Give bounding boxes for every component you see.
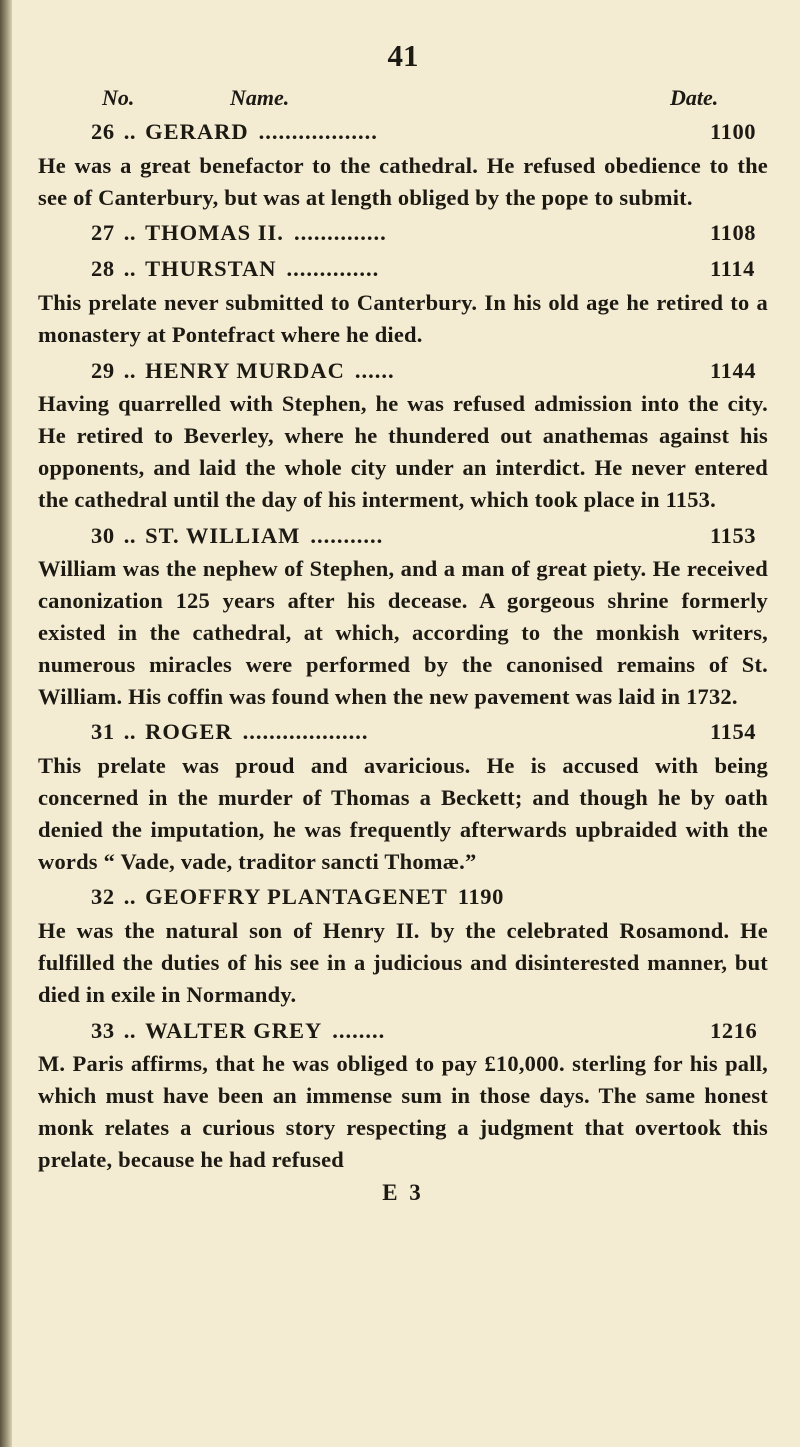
entry-leader-dots: ...................	[242, 719, 369, 745]
entry-description: He was the natural son of Henry II. by the celebrated Rosamond. He fulfilled the duties of his see in a judicious and disinterested manner, but died in exile in Normandy.	[38, 918, 768, 1007]
entry-number: 29	[91, 357, 115, 383]
entry-separator: ..	[123, 884, 137, 910]
entry-row	[38, 520, 768, 552]
entry-description: He was a great benefactor to the cathedral. He refused obedience to the see of Canterbury, but was at length obliged by the pope to submit.	[38, 152, 768, 210]
entry-separator: ..	[123, 220, 137, 246]
entry-date: 1100	[710, 119, 757, 144]
entry-date: 1216	[710, 1017, 758, 1043]
entry-number: 26	[91, 119, 115, 144]
entry-row	[38, 881, 768, 913]
entry-date: 1144	[710, 357, 757, 383]
book-page	[38, 36, 768, 1208]
entry-leader-dots: ......	[354, 357, 395, 383]
entry-name: WALTER GREY	[145, 1017, 323, 1043]
entry-row	[38, 217, 768, 249]
header-name: Name.	[230, 85, 290, 110]
header-date: Date.	[670, 85, 719, 110]
entry-name: THURSTAN	[145, 256, 277, 282]
entry-number: 31	[91, 719, 115, 745]
entry-name: ST. WILLIAM	[145, 522, 301, 548]
page-number: 41	[387, 38, 419, 73]
entry-leader-dots: ..............	[286, 256, 380, 282]
entry-name: HENRY MURDAC	[145, 357, 345, 383]
entry-row	[38, 355, 768, 387]
entry-row	[38, 716, 768, 748]
entry-separator: ..	[123, 719, 137, 745]
entry-date: 1108	[710, 220, 757, 246]
header-no: No.	[102, 85, 135, 110]
entry-description: This prelate was proud and avaricious. He is accused with being concerned in the murder of Thomas a Beckett; and though he by oath denied the imputation, he was frequently afterwards upbraided with the words “ Vade, vade, traditor sancti Thomæ.”	[38, 753, 768, 874]
entry-date: 1154	[710, 719, 757, 745]
entry-date: 1114	[710, 256, 755, 282]
entry-description: This prelate never submitted to Canterbury. In his old age he retired to a monastery at Pontefract where he died.	[38, 289, 768, 347]
entry-description: M. Paris affirms, that he was obliged to pay £10,000. sterling for his pall, which must have been an immense sum in those days. The same honest monk relates a curious story respecting a judgment that overtook this prelate, because he had refused	[38, 1051, 768, 1172]
entry-separator: ..	[123, 357, 137, 383]
entry-name: GEOFFRY PLANTAGENET	[145, 884, 448, 910]
entry-separator: ..	[123, 522, 137, 548]
entry-separator: ..	[123, 119, 137, 144]
entry-separator: ..	[123, 1017, 137, 1043]
entry-date: 1153	[710, 522, 757, 548]
entry-number: 30	[91, 522, 115, 548]
entry-row	[38, 116, 768, 148]
entry-separator: ..	[123, 256, 137, 282]
entry-number: 33	[91, 1017, 115, 1043]
entry-date: 1190	[457, 884, 504, 910]
entry-row	[38, 1015, 768, 1047]
entry-description: William was the nephew of Stephen, and a man of great piety. He received canonization 125 years after his decease. A gorgeous shrine formerly existed in the cathedral, at which, according to the monkish writers, numerous miracles were performed by the canonised remains of St. William. His coffin was found when the new pavement was laid in 1732.	[38, 556, 768, 709]
entry-leader-dots: ..............	[293, 220, 387, 246]
entry-leader-dots: ........	[332, 1017, 386, 1043]
entry-leader-dots: ..................	[258, 119, 378, 144]
page-binding-edge	[0, 0, 12, 1447]
entry-leader-dots: ...........	[310, 522, 384, 548]
printer-signature: E 3	[382, 1179, 424, 1205]
entry-name: THOMAS II.	[145, 220, 284, 246]
entry-name: ROGER	[145, 719, 233, 745]
entry-number: 32	[91, 884, 115, 910]
entry-number: 27	[91, 220, 115, 246]
column-header	[38, 76, 768, 112]
entry-name: GERARD	[145, 119, 249, 144]
entry-number: 28	[91, 256, 115, 282]
entry-description: Having quarrelled with Stephen, he was refused admission into the city. He retired to Beverley, where he thundered out anathemas against his opponents, and laid the whole city under an interdict. He never entered the cathedral until the day of his interment, which took place in 1153.	[38, 391, 768, 512]
entry-row	[38, 253, 768, 285]
